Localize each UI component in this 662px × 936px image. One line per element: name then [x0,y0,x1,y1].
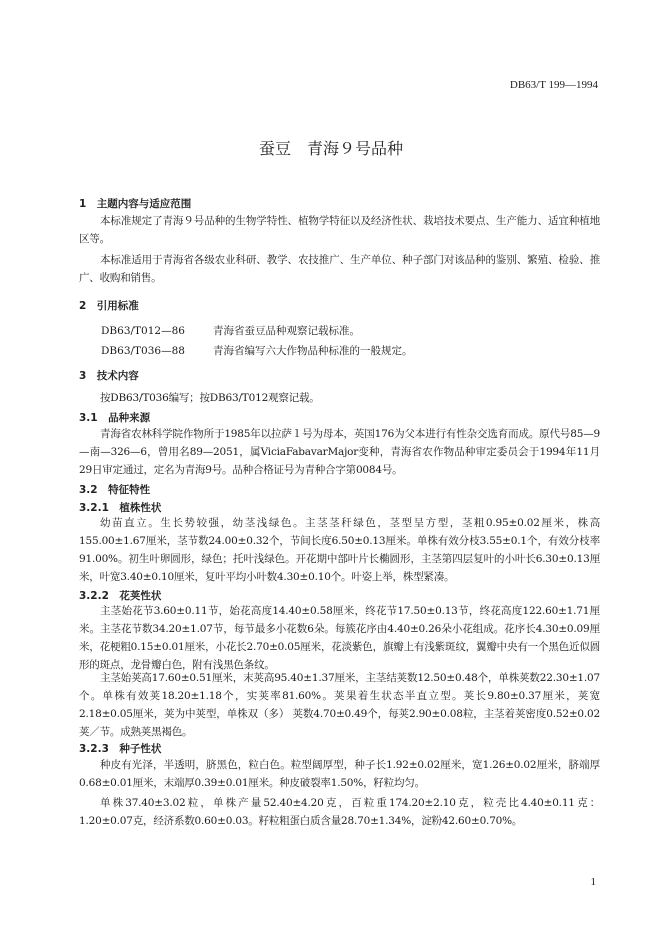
section-heading-2: 2 引用标准 [79,300,139,312]
yield-traits-paragraph: 单株37.40±3.02粒，单株产量52.40±4.20克，百粒重174.20±2.10克，粒壳比4.40±0.11克：1.20±0.07克，经济系数0.60±0.03。籽粒粗蛋白质含量28.70±1.34%，淀粉42.60±0.70%。 [79,797,600,827]
pod-traits-paragraph: 主茎始荚高17.60±0.51厘米，末荚高95.40±1.37厘米，主茎结荚数12.50±0.48个，单株荚数22.30±1.07个。单株有效荚18.20±1.18个，实荚率81.60%。荚果着生状态半直立型。荚长9.80±0.37厘米，荚宽2.18±0.05厘米，荚为中荚型，单株双（多） 荚数4.70±0.49个，每荚2.90±0.08粒，主茎着荚密度0.52±0.02荚／节。成熟荚黑褐色。 [79,672,600,738]
subsection-heading-3-1: 3.1 品种来源 [79,412,151,424]
subsection-heading-3-2-2: 3.2.2 花荚性状 [79,590,162,602]
reference-title: 青海省蚕豆品种观察记载标准。 [213,325,360,337]
subsection-heading-3-2: 3.2 特征特性 [79,484,151,496]
subsection-heading-3-2-3: 3.2.3 种子性状 [79,743,162,755]
variety-origin-paragraph: 青海省农林科学院作物所于1985年以拉萨１号为母本，英国176为父本进行有性杂交选育而成。原代号85—9—南—326—6，曾用名89—2051，属ViciaFabavarMajor变种，青海省农作物品种审定委员会于1994年11月29日审定通过，定名为青海9号。品种合格证号为青种合字第0084号。 [79,428,600,476]
reference-item [101,323,360,338]
applicability-paragraph: 本标准适用于青海省各级农业科研、教学、农技推广、生产单位、种子部门对该品种的鉴别、繁殖、检验、推广、收购和销售。 [79,254,600,284]
document-title: 蚕豆 青海９号品种 [258,139,403,158]
plant-traits-paragraph: 幼苗直立。生长势较强，幼茎浅绿色。主茎茎秆绿色，茎型呈方型，茎粗0.95±0.02厘米，株高155.00±1.67厘米，茎节数24.00±0.32个，节间长度6.50±0.13厘米。单株有效分枝3.55±0.1个，有效分枝率91.00%。初生叶卵圆形，绿色；托叶浅绿色。开花期中部叶片长椭圆形，主茎第四层复叶的小叶长6.30±0.13厘米，叶宽3.40±0.10厘米，复叶平均小叶数4.30±0.10个。叶姿上举，株型紧凑。 [79,517,600,583]
reference-code: DB63/T036—88 [101,345,185,357]
technical-intro: 按DB63/T036编写；按DB63/T012观察记载。 [100,392,320,404]
document-number: DB63/T 199—1994 [509,79,598,91]
section-heading-3: 3 技术内容 [79,370,139,382]
flower-traits-paragraph: 主茎始花节3.60±0.11节，始花高度14.40±0.58厘米，终花节17.50±0.13节，终花高度122.60±1.71厘米。主茎花节数34.20±1.07节，每节最多小花数6朵。每簇花序由4.40±0.26朵小花组成。花序长4.30±0.09厘米，花梗粗0.15±0.01厘米，小花长2.70±0.05厘米，花淡紫色，旗瓣上有浅紫斑纹，翼瓣中央有一个黑色近似圆形的斑点，龙骨瓣白色，附有浅黑色条纹。 [79,605,600,671]
reference-code: DB63/T012—86 [101,325,185,337]
section-heading-1: 1 主题内容与适应范围 [79,198,192,210]
page-number: 1 [590,876,596,888]
reference-item [101,343,413,358]
subsection-heading-3-2-1: 3.2.1 植株性状 [79,502,162,514]
reference-title: 青海省编写六大作物品种标准的一般规定。 [213,345,413,357]
scope-paragraph: 本标准规定了青海９号品种的生物学特性、植物学特征以及经济性状、栽培技术要点、生产能力、适宜种植地区等。 [79,215,600,245]
seed-traits-paragraph: 种皮有光泽，半透明，脐黑色，粒白色。粒型阔厚型，种子长1.92±0.02厘米，宽1.26±0.02厘米，脐端厚0.68±0.01厘米，末端厚0.39±0.01厘米。种皮破裂率1.50%，籽粒均匀。 [79,759,600,789]
